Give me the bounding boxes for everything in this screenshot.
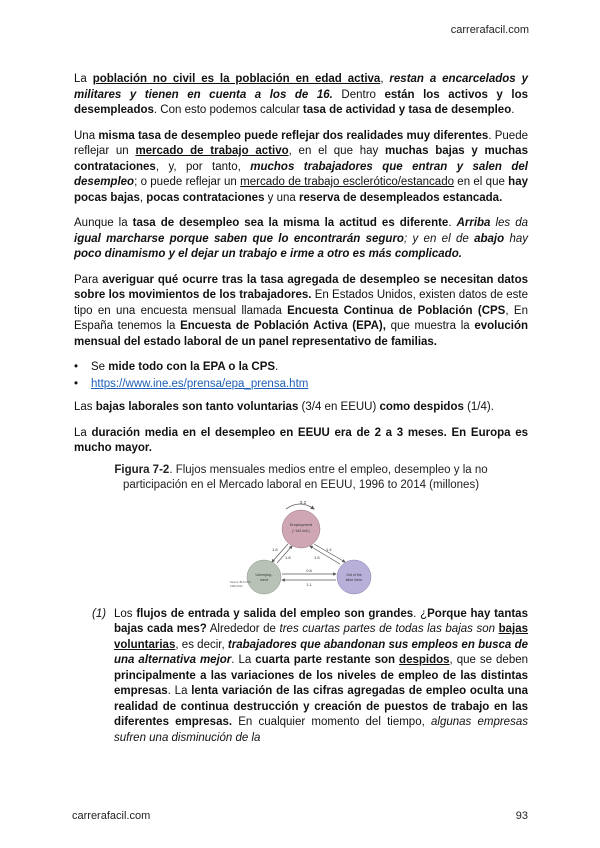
- flow-label: 3.2: [299, 499, 307, 505]
- page-number: 93: [515, 810, 528, 822]
- flow-label: 0.8: [306, 567, 312, 573]
- flow-label: 1.4: [326, 546, 332, 552]
- paragraph-misma-tasa: Una misma tasa de desempleo puede reflejar dos realidades muy diferentes. Puede reflejar un mercado de trabajo activo, en el que hay muchas bajas y muchas contrataciones, y, por tanto, muchos trabajadores que entran y salen del desempleo; o puede reflejar un mercado de trabajo esclerótico/estancado en el que hay pocas bajas, pocas contrataciones y una reserva de desempleados estancada.: [74, 129, 528, 204]
- page-body: [74, 72, 528, 756]
- paragraph-averiguar: Para averiguar qué ocurre tras la tasa agregada de desempleo se necesitan datos sobre los movimientos de los trabajadores. En Estados Unidos, existen datos de este tipo en una encuesta mensual llamada Encuesta Continua de Población (CPS, En España tenemos la Encuesta de Población Activa (EPA), que muestra la evolución mensual del estado laboral de un panel representativo de familias.: [74, 273, 528, 348]
- employment-label: Employment: [289, 521, 313, 527]
- bullet-list: [74, 360, 528, 392]
- paragraph-duracion: La duración media en el desempleo en EEUU era de 2 a 3 meses. En Europa es mucho mayor.: [74, 426, 528, 454]
- flows-diagram: [74, 499, 528, 599]
- flow-label: 1.8: [272, 546, 278, 552]
- employment-sublabel: (~140 mill.): [292, 528, 310, 533]
- figure-source-note: Source: BLS CPS: [230, 580, 251, 584]
- out-of-labor-force-circle: [337, 560, 371, 594]
- out-of-labor-force-sublabel: labor force: [345, 577, 363, 582]
- flow-label: 1.8: [285, 554, 291, 560]
- unemployment-sublabel: ment: [260, 577, 268, 582]
- page-footer-site: carrerafacil.com: [72, 810, 151, 822]
- paragraph-poblacion: La población no civil es la población en edad activa, restan a encarcelados y militares y tienen en cuenta a los de 16. Dentro están los activos y los desempleados. Con esto podemos calcular tasa de actividad y tasa de desempleo.: [74, 73, 528, 116]
- flow-label: 1.5: [314, 554, 320, 560]
- out-of-labor-force-label: Out of the: [346, 572, 362, 577]
- paragraph-aunque: Aunque la tasa de desempleo sea la misma la actitud es diferente. Arriba les da igual marcharse porque saben que lo encontrarán seguro; y en el de abajo hay poco dinamismo y el dejar un trabajo e irme a otro es más complicado.: [74, 217, 528, 260]
- ine-epa-link[interactable]: https://www.ine.es/prensa/epa_prensa.htm: [91, 377, 309, 390]
- figure-source-note: 1996-2014: [230, 584, 243, 588]
- flows-diagram-svg: [74, 499, 528, 599]
- figure-caption: Figura 7-2. Flujos mensuales medios entre el empleo, desempleo y la no participación en el Mercado laboral en EEUU, 1996 to 2014 (millones): [114, 463, 488, 491]
- unemployment-circle: [247, 560, 281, 594]
- page-header-site: carrerafacil.com: [450, 24, 529, 36]
- paragraph-bajas: Las bajas laborales son tanto voluntarias (3/4 en EEUU) como despidos (1/4).: [74, 401, 494, 413]
- enumerated-paragraph-flujos: (1) Los flujos de entrada y salida del empleo son grandes. ¿Porque hay tantas bajas cada mes? Alrededor de tres cuartas partes de todas las bajas son bajas voluntarias, es decir, trabajadores que abandonan sus empleos en busca de una alternativa mejor. La cuarta parte restante son despidos, que se deben principalmente a las variaciones de los niveles de empleo de las distintas empresas. La lenta variación de las cifras agregadas de empleo oculta una realidad de continua destrucción y creación de puestos de trabajo en las diferentes empresas. En cualquier momento del tiempo, algunas empresas sufren una disminución de la: [92, 607, 529, 744]
- list-item: [74, 377, 528, 393]
- unemployment-label: Unemploy-: [255, 572, 273, 577]
- list-item: • Se mide todo con la EPA o la CPS.: [74, 360, 528, 376]
- flow-label: 1.1: [306, 581, 312, 587]
